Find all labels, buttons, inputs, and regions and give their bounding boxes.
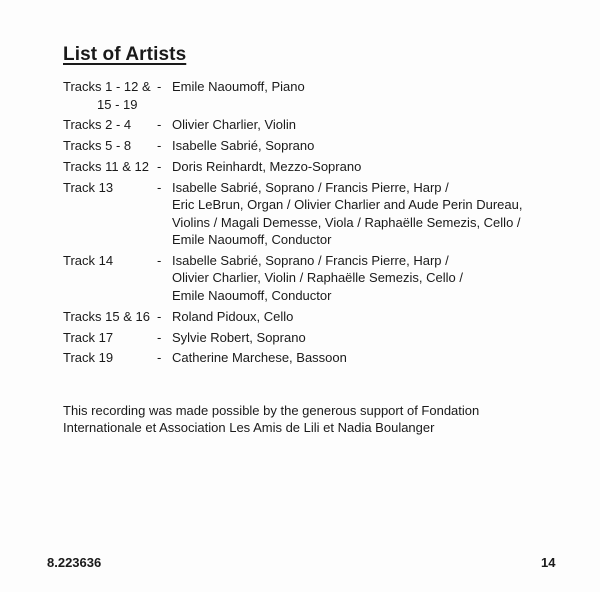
track-label [63, 116, 157, 134]
support-note-line: Internationale et Association Les Amis de Lili et Nadia Boulanger [63, 420, 435, 435]
track-label [63, 179, 157, 197]
separator-dash: - [157, 158, 162, 174]
separator-dash: - [157, 308, 162, 324]
artist-row [63, 329, 523, 347]
artist-row [63, 252, 523, 305]
performer-credit [172, 158, 523, 176]
performer-line: Isabelle Sabrié, Soprano [172, 138, 315, 154]
performer-line: Isabelle Sabrié, Soprano / Francis Pierre, Harp / [172, 179, 449, 195]
performer-credit [172, 308, 523, 326]
artist-row [63, 179, 523, 249]
performer-credit [172, 179, 523, 249]
track-label [63, 252, 157, 270]
performer-line: Emile Naoumoff, Conductor [172, 232, 332, 248]
performer-line: Isabelle Sabrié, Soprano / Francis Pierre, Harp / [172, 252, 449, 268]
performer-line: Sylvie Robert, Soprano [172, 329, 306, 345]
separator-dash: - [157, 252, 162, 268]
artist-row [63, 308, 523, 326]
separator-dash: - [157, 329, 162, 345]
track-label [63, 137, 157, 155]
performer-line: Eric LeBrun, Organ / Olivier Charlier and Aude Perin Dureau, [172, 197, 523, 213]
support-note [63, 402, 523, 436]
track-label [63, 329, 157, 347]
track-label-line: Tracks 5 - 8 [63, 138, 132, 154]
separator-dash: - [157, 138, 162, 154]
artist-row [63, 349, 523, 367]
track-label-line: Track 19 [63, 350, 114, 366]
separator-dash: - [157, 179, 162, 195]
performer-credit [172, 252, 523, 305]
track-label [63, 78, 157, 113]
performer-line: Violins / Magali Demesse, Viola / Raphaëlle Semezis, Cello / [172, 214, 521, 230]
performer-credit [172, 349, 523, 367]
performer-line: Olivier Charlier, Violin [172, 117, 297, 133]
page-number: 14 [541, 555, 556, 570]
track-label [63, 158, 157, 176]
track-label-line: Track 14 [63, 252, 114, 268]
track-label [63, 349, 157, 367]
page-title: List of Artists [63, 44, 187, 65]
artist-row [63, 137, 523, 155]
track-label-line: Tracks 2 - 4 [63, 117, 132, 133]
catalog-number: 8.223636 [47, 555, 102, 570]
performer-credit [172, 137, 523, 155]
artist-row [63, 116, 523, 134]
track-label-line: Tracks 15 & 16 [63, 308, 150, 324]
separator-dash: - [157, 117, 162, 133]
support-note-line: This recording was made possible by the generous support of Fondation [63, 403, 480, 418]
performer-line: Catherine Marchese, Bassoon [172, 350, 347, 366]
artist-row [63, 78, 523, 113]
separator-dash: - [157, 350, 162, 366]
artist-list [63, 78, 523, 370]
track-label-line: Track 13 [63, 179, 114, 195]
performer-line: Olivier Charlier, Violin / Raphaëlle Semezis, Cello / [172, 270, 463, 286]
track-label [63, 308, 157, 326]
performer-line: Doris Reinhardt, Mezzo-Soprano [172, 158, 362, 174]
performer-credit [172, 329, 523, 347]
track-label-line: Tracks 1 - 12 & [63, 79, 151, 94]
track-label-line: Tracks 11 & 12 [63, 158, 149, 174]
track-label-line: 15 - 19 [97, 96, 138, 112]
performer-line: Roland Pidoux, Cello [172, 308, 294, 324]
performer-credit [172, 78, 523, 96]
performer-line: Emile Naoumoff, Piano [172, 79, 305, 94]
performer-line: Emile Naoumoff, Conductor [172, 287, 332, 303]
separator-dash: - [157, 79, 162, 94]
artist-row [63, 158, 523, 176]
track-label-line: Track 17 [63, 329, 114, 345]
performer-credit [172, 116, 523, 134]
